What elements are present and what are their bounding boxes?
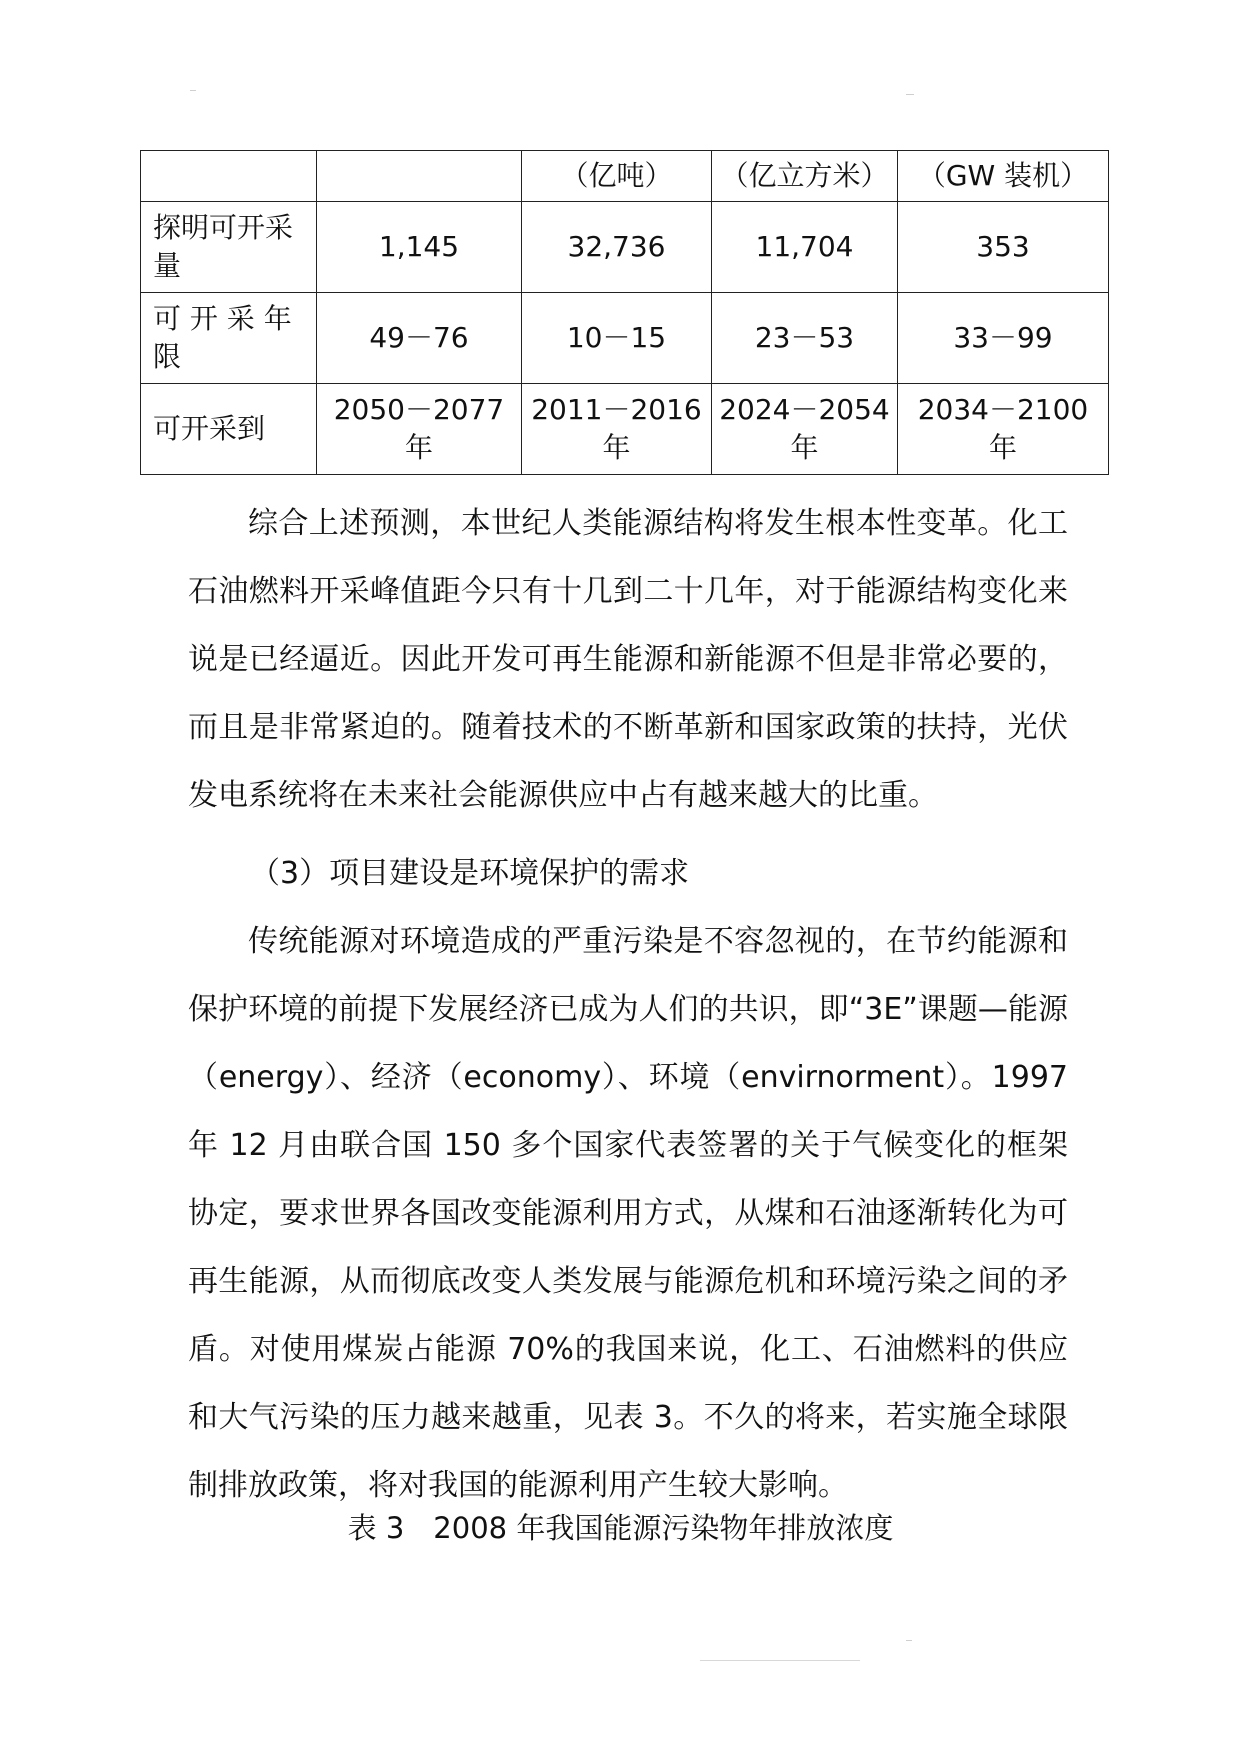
cell-line: 2011－2016 <box>531 393 702 426</box>
table-header-cell: （亿吨） <box>522 151 712 202</box>
row-label-line: 可 开 采 年 <box>153 302 292 335</box>
table-cell <box>522 384 712 475</box>
table-header-cell <box>317 151 522 202</box>
row-label-line: 量 <box>153 249 182 282</box>
table-cell: 11,704 <box>712 202 898 293</box>
row-label: 可开采到 <box>141 384 317 475</box>
table-cell: 32,736 <box>522 202 712 293</box>
footer-mark-line <box>700 1660 860 1661</box>
table-row <box>141 384 1109 475</box>
table-cell: 33－99 <box>898 293 1109 384</box>
row-label <box>141 202 317 293</box>
table-cell <box>317 384 522 475</box>
row-label-line: 探明可开采 <box>153 211 294 244</box>
cell-line: 年 <box>790 431 819 464</box>
table-cell: 10－15 <box>522 293 712 384</box>
table-header-row <box>141 151 1109 202</box>
table-cell: 23－53 <box>712 293 898 384</box>
row-label <box>141 293 317 384</box>
corner-mark-top-right <box>906 94 914 95</box>
corner-mark-bottom-right <box>906 1640 912 1641</box>
section-heading: （3）项目建设是环境保护的需求 <box>250 856 690 891</box>
table-row <box>141 293 1109 384</box>
cell-line: 2034－2100 <box>917 393 1089 426</box>
cell-line: 2024－2054 <box>719 393 890 426</box>
cell-line: 年 <box>404 431 433 464</box>
table-header-cell: （亿立方米） <box>712 151 898 202</box>
table-caption: 表 3 2008 年我国能源污染物年排放浓度 <box>347 1511 894 1545</box>
table-cell <box>898 384 1109 475</box>
table-cell: 353 <box>898 202 1109 293</box>
table-row <box>141 202 1109 293</box>
corner-mark-top-left <box>190 90 196 91</box>
cell-line: 2050－2077 <box>333 393 505 426</box>
table-header-cell <box>141 151 317 202</box>
table-header-cell: （GW 装机） <box>898 151 1109 202</box>
paragraph-environment: 传统能源对环境造成的严重污染是不容忽视的，在节约能源和保护环境的前提下发展经济已成为人们的共识，即“3E”课题—能源（energy）、经济（economy）、环境（envirnorment）。1997 年 12 月由联合国 150 多个国家代表签署的关于气候变化的框架协定，要求世界各国改变能源利用方式，从煤和石油逐渐转化为可再生能源，从而彻底改变人类发展与能源危机和环境污染之间的矛盾。对使用煤炭占能源 70%的我国来说，化工、石油燃料的供应和大气污染的压力越来越重，见表 3。不久的将来，若实施全球限制排放政策，将对我国的能源利用产生较大影响。 <box>188 924 1068 1503</box>
paragraph-energy-structure: 综合上述预测，本世纪人类能源结构将发生根本性变革。化工石油燃料开采峰值距今只有十几到二十几年，对于能源结构变化来说是已经逼近。因此开发可再生能源和新能源不但是非常必要的，而且是非常紧迫的。随着技术的不断革新和国家政策的扶持，光伏发电系统将在未来社会能源供应中占有越来越大的比重。 <box>188 506 1068 813</box>
table-cell: 49－76 <box>317 293 522 384</box>
row-label-line: 限 <box>153 340 182 373</box>
table-cell: 1,145 <box>317 202 522 293</box>
energy-reserves-table <box>140 150 1109 475</box>
cell-line: 年 <box>988 431 1017 464</box>
table-cell <box>712 384 898 475</box>
cell-line: 年 <box>602 431 631 464</box>
